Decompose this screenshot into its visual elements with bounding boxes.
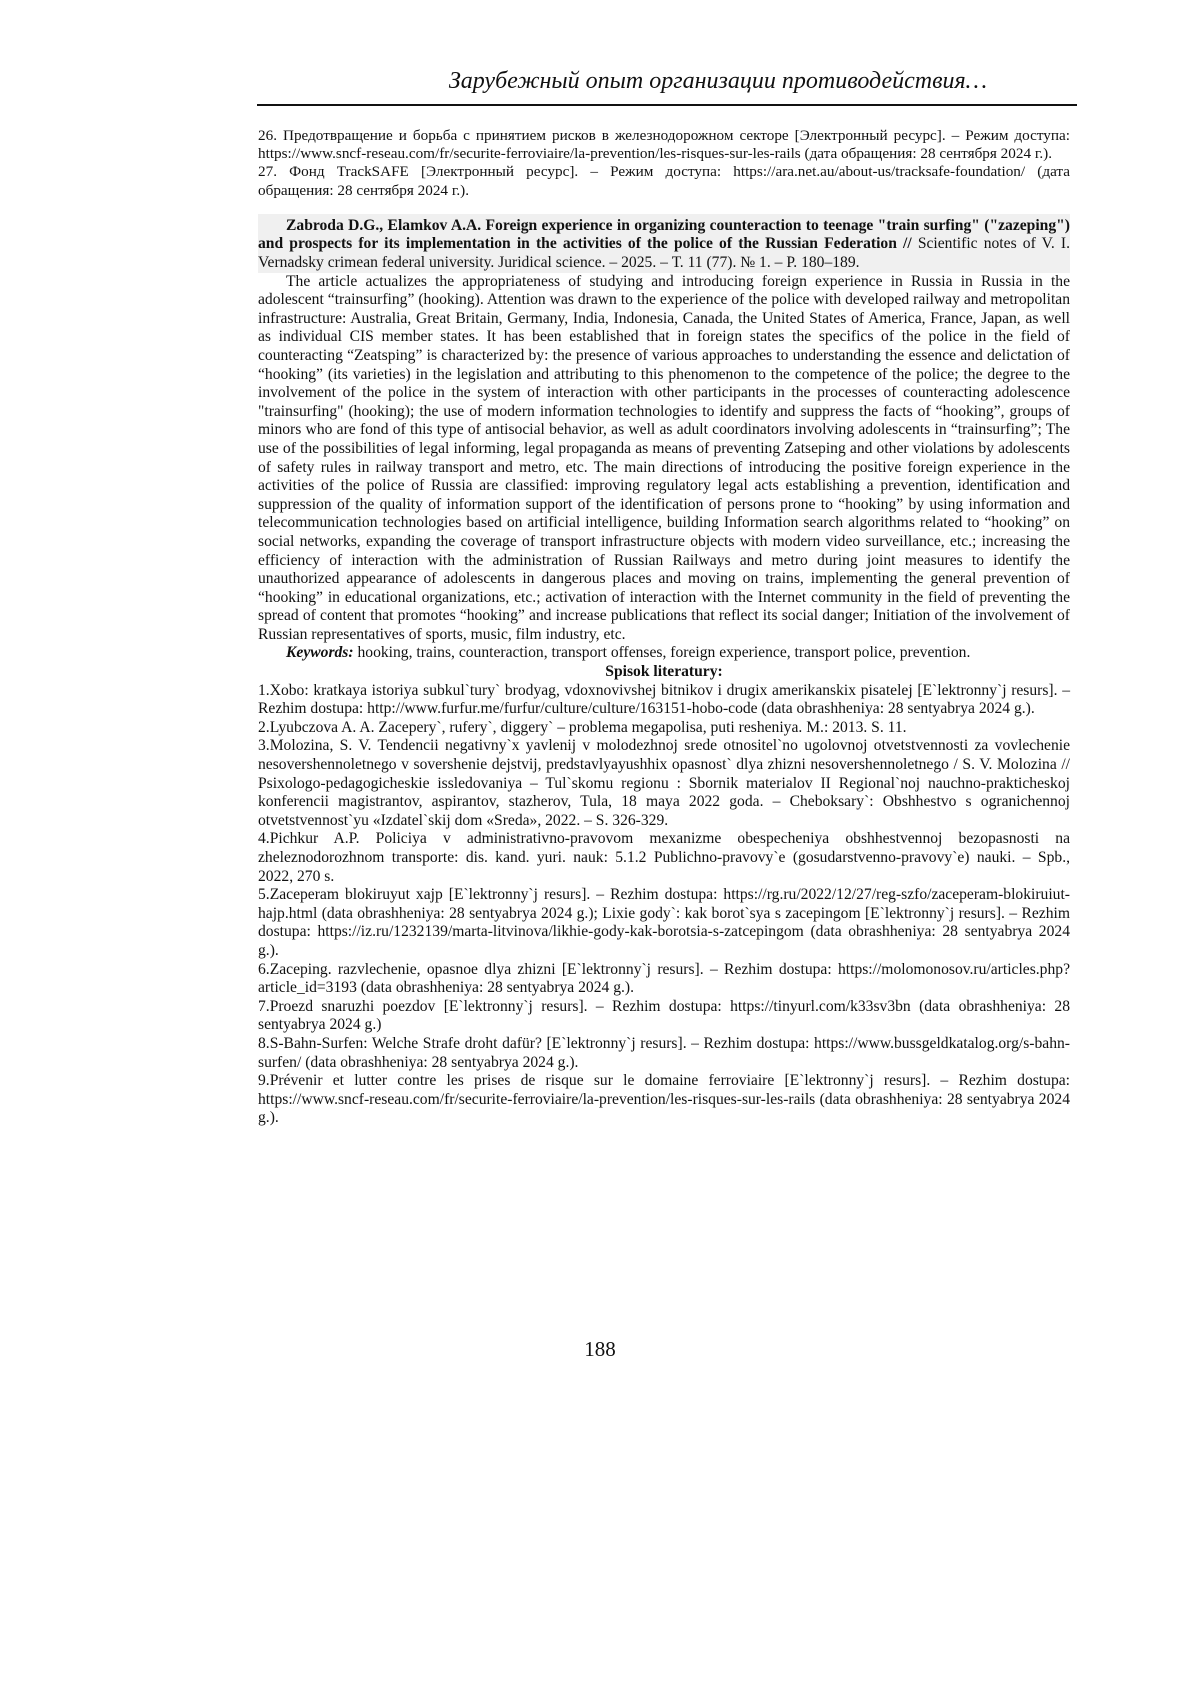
journal-page bbox=[0, 0, 1200, 1697]
header-rule bbox=[257, 104, 1077, 106]
literature-item: 4.Pichkur A.P. Policiya v administrativno-pravovom mexanizme obespecheniya obshhestvennoj bezopasnosti na zheleznodorozhnom transporte: dis. kand. yuri. nauk: 5.1.2 Publichno-pravovy`e (gosudarstvenno-pravovy`e) nauki. – Spb., 2022, 270 s. bbox=[258, 830, 1070, 886]
literature-item: 2.Lyubczova A. A. Zacepery`, rufery`, diggery` – problema megapolisa, puti resheniya. M.: 2013. S. 11. bbox=[258, 719, 1070, 738]
abstract-citation bbox=[258, 217, 1070, 273]
abstract-citation-source: Scientific notes of V. I. Vernadsky crimean federal university. Juridical science. – 2025. – Т. 11 (77). № 1. – P. 180–189. bbox=[258, 235, 1070, 271]
running-header: Зарубежный опыт организации противодействия… bbox=[257, 68, 1077, 95]
literature-title: Spisok literatury: bbox=[258, 663, 1070, 682]
reference-item: 27. Фонд TrackSAFE [Электронный ресурс]. – Режим доступа: https://ara.net.au/about-us/tracksafe-foundation/ (дата обращения: 28 сентября 2024 г.). bbox=[258, 163, 1070, 199]
literature-item: 1.Xobo: kratkaya istoriya subkul`tury` brodyag, vdoxnovivshej bitnikov i drugix amerikanskix pisatelej [E`lektronny`j resurs]. – Rezhim dostupa: http://www.furfur.me/furfur/culture/culture/163151-hobo-code (data obrashheniya: 28 sentyabrya 2024 g.). bbox=[258, 682, 1070, 719]
keywords-text: hooking, trains, counteraction, transport offenses, foreign experience, transport police, prevention. bbox=[354, 644, 971, 661]
page-number: 188 bbox=[0, 1337, 1200, 1362]
english-abstract bbox=[258, 214, 1070, 273]
abstract-citation-authors-title: Zabroda D.G., Elamkov A.A. Foreign experience in organizing counteraction to teenage "train surfing" ("zazeping") and prospects for its implementation in the activities of the police of the Russian Federation // bbox=[258, 217, 1070, 253]
literature-item: 7.Proezd snaruzhi poezdov [E`lektronny`j resurs]. – Rezhim dostupa: https://tinyurl.com/k33sv3bn (data obrashheniya: 28 sentyabrya 2024 g.) bbox=[258, 998, 1070, 1035]
literature-item: 9.Prévenir et lutter contre les prises de risque sur le domaine ferroviaire [E`lektronny`j resurs]. – Rezhim dostupa: https://www.sncf-reseau.com/fr/securite-ferroviaire/la-prevention/les-risques-sur-les-rails (data obrashheniya: 28 sentyabrya 2024 g.). bbox=[258, 1072, 1070, 1128]
keywords-label: Keywords: bbox=[286, 644, 354, 661]
literature-item: 5.Zaceperam blokiruyut xajp [E`lektronny`j resurs]. – Rezhim dostupa: https://rg.ru/2022/12/27/reg-szfo/zaceperam-blokiruiut-hajp.html (data obrashheniya: 28 sentyabrya 2024 g.); Lixie gody`: kak borot`sya s zacepingom [E`lektronny`j resurs]. – Rezhim dostupa: https://iz.ru/1232139/marta-litvinova/likhie-gody-kak-borotsia-s-zatcepingom (data obrashheniya: 28 sentyabrya 2024 g.). bbox=[258, 886, 1070, 960]
literature-item: 3.Molozina, S. V. Tendencii negativny`x yavlenij v molodezhnoj srede otnositel`no ugolovnoj otvetstvennosti za vovlechenie nesovershennoletnego v sovershenie dejstvij, predstavlyayushhix opasnost` dlya zhizni nesovershennoletnego / S. V. Molozina // Psixologo-pedagogicheskie issledovaniya – Tul`skomu regionu : Sbornik materialov II Regional`noj nauchno-prakticheskoj konferencii magistrantov, aspirantov, stazherov, Tula, 18 maya 2022 goda. – Cheboksary`: Obshhestvo s ogranichennoj otvetstvennost`yu «Izdatel`skij dom «Sreda», 2022. – S. 326-329. bbox=[258, 737, 1070, 830]
abstract-text: The article actualizes the appropriateness of studying and introducing foreign experience in Russia in Russia in the adolescent “trainsurfing” (hooking). Attention was drawn to the experience of the police with developed railway and metropolitan infrastructure: Australia, Great Britain, Germany, India, Indonesia, Canada, the United States of America, France, Japan, as well as individual CIS member states. It has been established that in foreign states the specifics of the police in the field of counteracting “Zeatsping” is characterized by: the presence of various approaches to understanding the essence and delictation of “hooking” (its varieties) in the legislation and attributing to this phenomenon to the competence of the police; the degree to the involvement of the police in the system of interaction with other participants in the processes of counteracting adolescence "trainsurfing" (hooking); the use of modern information technologies to identify and suppress the facts of “hooking”, groups of minors who are fond of this type of antisocial behavior, as well as adult coordinators involving adolescents in “trainsurfing”; The use of the possibilities of legal informing, legal propaganda as means of preventing Zatseping and other violations by adolescents of safety rules in railway transport and metro, etc. The main directions of introducing the positive foreign experience in the activities of the police of Russia are classified: improving regulatory legal acts establishing a prevention, identification and suppression of the quality of information support of the identification of persons prone to “hooking” by using information and telecommunication technologies based on artificial intelligence, building Information search algorithms related to “hooking” on social networks, expanding the coverage of transport infrastructure objects with modern video surveillance, etc.; increasing the efficiency of interaction with the administration of Russian Railways and metro during joint measures to identify the unauthorized appearance of adolescents in dangerous places and moving on trains, implementing the general prevention of “hooking” in educational organizations, etc.; activation of interaction with the Internet community in the field of preventing the spread of content that promotes “hooking” and increase publications that reflect its social danger; Initiation of the involvement of Russian representatives of sports, music, film industry, etc. bbox=[258, 273, 1070, 645]
literature-item: 8.S-Bahn-Surfen: Welche Strafe droht dafür? [E`lektronny`j resurs]. – Rezhim dostupa: https://www.bussgeldkatalog.org/s-bahn-surfen/ (data obrashheniya: 28 sentyabrya 2024 g.). bbox=[258, 1035, 1070, 1072]
page-content bbox=[258, 127, 1070, 1128]
russian-references-tail bbox=[258, 127, 1070, 200]
literature-item: 6.Zaceping. razvlechenie, opasnoe dlya zhizni [E`lektronny`j resurs]. – Rezhim dostupa: https://molomonosov.ru/articles.php?article_id=3193 (data obrashheniya: 28 sentyabrya 2024 g.). bbox=[258, 961, 1070, 998]
literature-list bbox=[258, 682, 1070, 1128]
reference-item: 26. Предотвращение и борьба с принятием рисков в железнодорожном секторе [Электронный ресурс]. – Режим доступа: https://www.sncf-reseau.com/fr/securite-ferroviaire/la-prevention/les-risques-sur-les-rails (дата обращения: 28 сентября 2024 г.). bbox=[258, 127, 1070, 163]
keywords bbox=[258, 644, 1070, 663]
